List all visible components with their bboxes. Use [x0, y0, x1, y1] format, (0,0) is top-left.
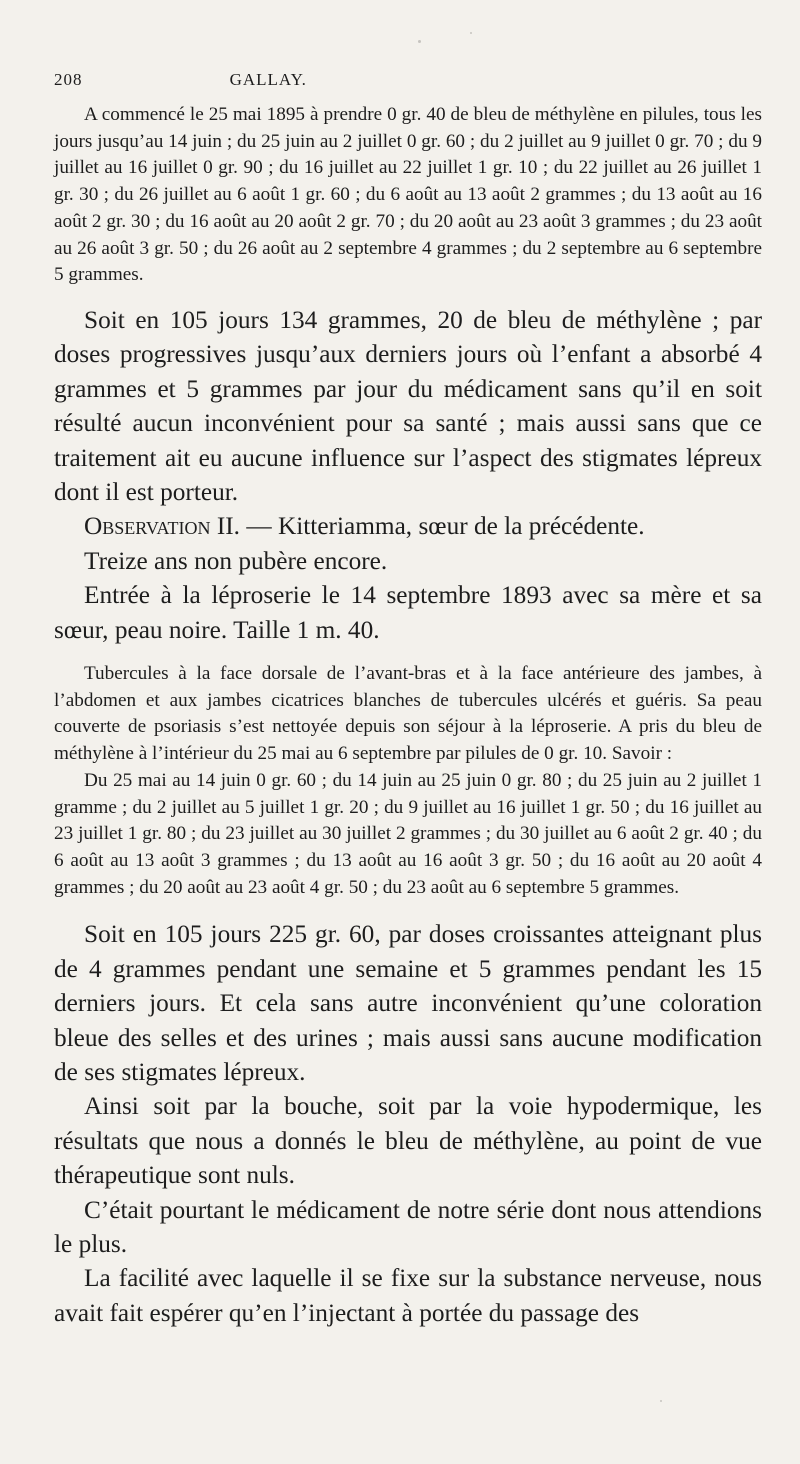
observation-label: Observation II. — [84, 512, 241, 541]
page-number: 208 — [54, 70, 83, 89]
scan-speck — [660, 1400, 662, 1402]
scan-speck — [470, 32, 472, 34]
observation-heading — [54, 509, 762, 543]
summary-paragraph-2: Soit en 105 jours 225 gr. 60, par doses croissantes atteignant plus de 4 grammes pendant une semaine et 5 grammes pendant les 15 derniers jours. Et cela sans autre inconvénient qu’une coloration bleue des selles et des urines ; mais aussi sans aucune modification de ses stigmates lépreux. — [54, 920, 762, 1086]
patient-age-line: Treize ans non pubère encore. — [84, 546, 388, 575]
conclusion-paragraph: Ainsi soit par la bouche, soit par la voie hypodermique, les résultats que nous a donnés le bleu de méthylène, au point de vue thérapeutique sont nuls. — [54, 1092, 762, 1190]
dosage-paragraph-2: Du 25 mai au 14 juin 0 gr. 60 ; du 14 juin au 25 juin 0 gr. 80 ; du 25 juin au 2 juillet 1 gramme ; du 2 juillet au 5 juillet 1 gr. 20 ; du 9 juillet au 16 juillet 1 gr. 50 ; du 16 juillet au 23 juillet 1 gr. 80 ; du 23 juillet au 30 juillet 2 grammes ; du 30 juillet au 6 août 2 gr. 40 ; du 6 août au 13 août 3 grammes ; du 13 août au 16 août 3 gr. 50 ; du 16 août au 20 août 4 grammes ; du 20 août au 23 août 4 gr. 50 ; du 23 août au 6 septembre 5 grammes. — [54, 769, 762, 898]
expectation-paragraph: C’était pourtant le médicament de notre série dont nous attendions le plus. — [54, 1195, 762, 1258]
summary-paragraph-1: Soit en 105 jours 134 grammes, 20 de bleu de méthylène ; par doses progressives jusqu’aux derniers jours où l’enfant a absorbé 4 grammes et 5 grammes par jour du médicament sans qu’il en soit résulté aucun inconvénient pour sa santé ; mais aussi sans que ce traitement ait eu aucune influence sur l’aspect des stigmates lépreux dont il est porteur. — [54, 305, 762, 506]
dosage-paragraph-1: A commencé le 25 mai 1895 à prendre 0 gr. 40 de bleu de méthylène en pilules, tous les jours jusqu’au 14 juin ; du 25 juin au 2 juillet 0 gr. 60 ; du 2 juillet au 9 juillet 0 gr. 70 ; du 9 juillet au 16 juillet 0 gr. 90 ; du 16 juillet au 22 juillet 1 gr. 10 ; du 22 juillet au 26 juillet 1 gr. 30 ; du 26 juillet au 6 août 1 gr. 60 ; du 6 août au 13 août 2 grammes ; du 13 août au 16 août 2 gr. 30 ; du 16 août au 20 août 2 gr. 70 ; du 20 août au 23 août 3 grammes ; du 23 août au 26 août 3 gr. 50 ; du 26 août au 2 septembre 4 grammes ; du 2 septembre au 6 septembre 5 grammes. — [54, 104, 762, 286]
closing-paragraph: La facilité avec laquelle il se fixe sur la substance nerveuse, nous avait fait espérer qu’en l’injectant à portée du passage des — [54, 1264, 762, 1327]
admission-paragraph: Entrée à la léproserie le 14 septembre 1893 avec sa mère et sa sœur, peau noire. Taille 1 m. 40. — [54, 581, 762, 644]
clinical-description-paragraph: Tubercules à la face dorsale de l’avant-bras et à la face antérieure des jambes, à l’abdomen et aux jambes cicatrices blanches de tubercules ulcérés et guéris. Sa peau couverte de psoriasis s’est nettoyée depuis son séjour à la léproserie. A pris du bleu de méthylène à l’intérieur du 25 mai au 6 septembre par pilules de 0 gr. 10. Savoir : — [54, 662, 762, 765]
scan-speck — [418, 40, 421, 43]
running-title: GALLAY. — [229, 70, 307, 89]
running-header — [54, 70, 474, 90]
observation-title: — Kitteriamma, sœur de la précédente. — [240, 512, 645, 541]
